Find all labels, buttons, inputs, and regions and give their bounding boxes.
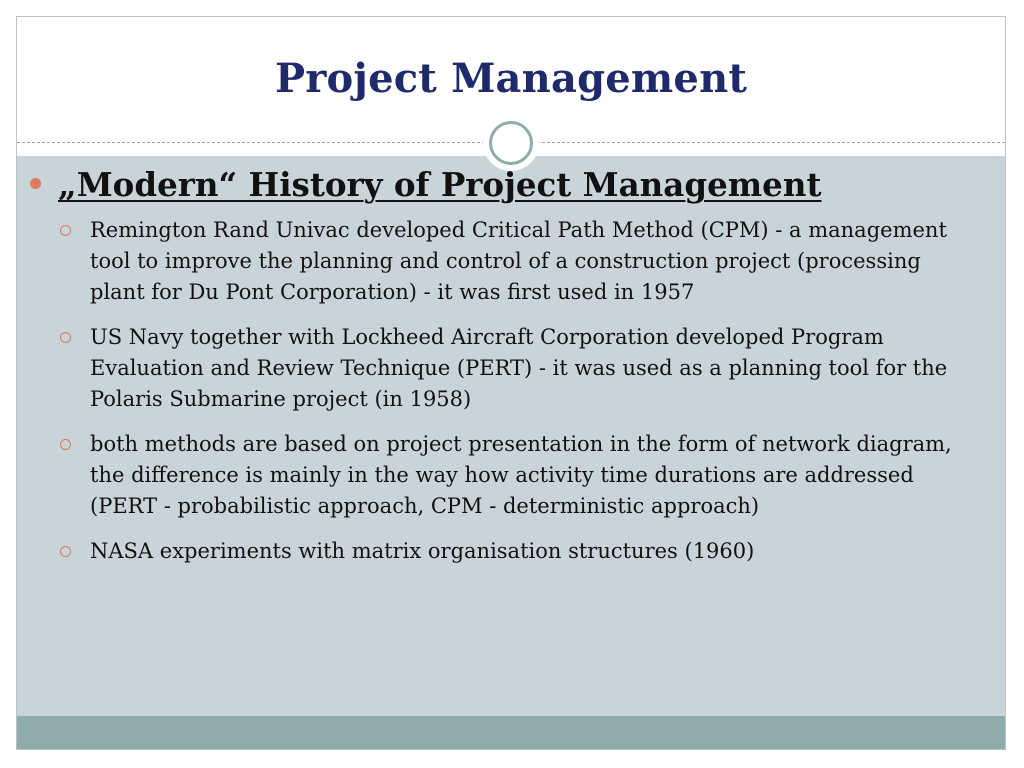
hollow-circle-bullet-icon bbox=[60, 332, 71, 343]
list-item bbox=[58, 322, 968, 415]
filled-circle-bullet-icon bbox=[30, 178, 41, 189]
list-item bbox=[58, 215, 968, 308]
slide-title: Project Management bbox=[274, 55, 748, 102]
ring-inner bbox=[489, 121, 533, 165]
hollow-circle-bullet-icon bbox=[60, 225, 71, 236]
hollow-circle-bullet-icon bbox=[60, 546, 71, 557]
list-item-text: US Navy together with Lockheed Aircraft Corporation developed Program Evaluation and Review Technique (PERT) - it was used as a planning tool for the Polaris Submarine project (in 1958) bbox=[90, 325, 948, 411]
list-item-text: NASA experiments with matrix organisation structures (1960) bbox=[90, 539, 755, 563]
footer-bar bbox=[17, 716, 1005, 750]
bullet-list bbox=[58, 215, 968, 581]
list-item-text: both methods are based on project presentation in the form of network diagram, the difference is mainly in the way how activity time durations are addressed (PERT - probabilistic approach, CPM - deterministic approach) bbox=[90, 432, 952, 518]
list-item bbox=[58, 536, 968, 567]
hollow-circle-bullet-icon bbox=[60, 439, 71, 450]
heading-row bbox=[26, 165, 966, 205]
list-item-text: Remington Rand Univac developed Critical Path Method (CPM) - a management tool to improve the planning and control of a construction project (processing plant for Du Pont Corporation) - it was first used in 1957 bbox=[90, 218, 947, 304]
ring-ornament-icon bbox=[483, 115, 539, 171]
section-heading: „Modern“ History of Project Management bbox=[58, 165, 822, 204]
list-item bbox=[58, 429, 968, 522]
